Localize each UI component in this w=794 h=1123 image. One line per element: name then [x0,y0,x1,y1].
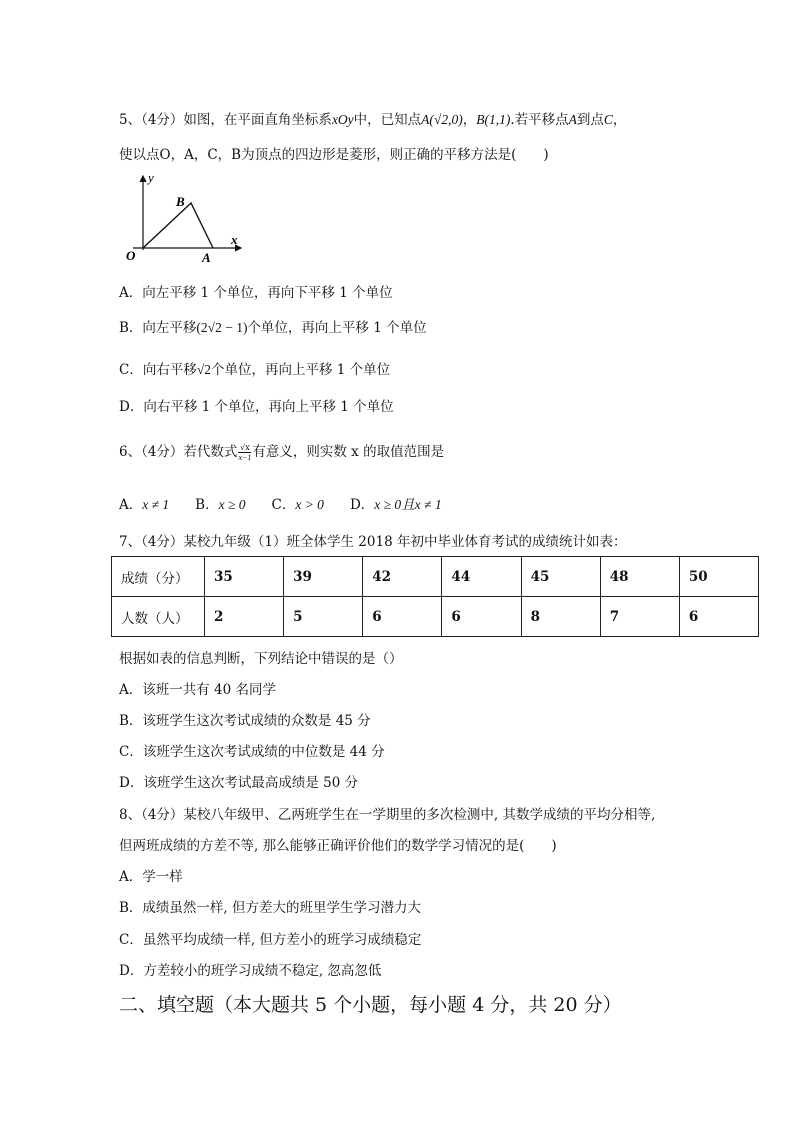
label-x: x [231,232,238,247]
q5-letter-c: C [603,112,613,127]
q6-text-pre: 6、（4分）若代数式 [119,444,238,460]
table-cell: 42 [363,557,442,597]
q6-fraction [238,443,251,462]
q6-option-b: B．x ≥ 0 [195,497,246,513]
q5-text-post: .若平移点 [510,112,569,128]
q5-option-b-post: 个单位，再向上平移 1 个单位 [247,320,427,336]
q6-option-c: C．x > 0 [271,497,324,513]
q5-option-a: A．向左平移 1 个单位，再向下平移 1 个单位 [119,285,393,301]
q5-option-b [119,316,427,336]
q6-numerator: √x [240,443,250,452]
q6-option-a: A．x ≠ 1 [119,497,170,513]
table-cell: 48 [600,557,679,597]
table-cell: 6 [679,597,758,637]
q6-options [119,493,468,513]
table-cell: 7 [600,597,679,637]
q5-point-a: A(√2,0) [421,112,463,127]
q5-comma: ， [462,112,477,128]
q8-option-c: C．虽然平均成绩一样, 但方差小的班学习成绩稳定 [119,932,422,948]
q7-stem: 7、（4分）某校九年级（1）班全体学生 2018 年初中毕业体育考试的成绩统计如表： [119,534,627,550]
q5-option-b-math: (2√2 − 1) [196,320,248,335]
q5-tail: ， [612,112,627,128]
q5-option-c-pre: C．向右平移 [119,362,197,378]
table-cell: 44 [442,557,521,597]
table-header-score: 成绩（分） [112,557,205,597]
q5-coordinate-figure [119,168,249,268]
q7-option-b: B．该班学生这次考试成绩的众数是 45 分 [119,713,371,729]
q6-option-d: D．x ≥ 0且x ≠ 1 [349,497,442,513]
q8-option-d: D．方差较小的班学习成绩不稳定, 忽高忽低 [119,963,382,979]
table-cell: 6 [363,597,442,637]
label-y: y [148,170,154,185]
q8-stem-line1: 8、（4分）某校八年级甲、乙两班学生在一学期里的多次检测中, 其数学成绩的平均分相等, [119,807,656,823]
q5-coordinate-system: xOy [331,112,354,127]
q5-stem-line1 [119,108,626,128]
table-header-count: 人数（人） [112,597,205,637]
table-cell: 35 [205,557,284,597]
q7-option-a: A．该班一共有 40 名同学 [119,682,277,698]
q5-option-c [119,358,390,378]
table-cell: 45 [521,557,600,597]
q6-denominator: x−1 [238,453,252,462]
q5-text-to: 到点 [576,112,604,128]
label-b: B [176,194,185,209]
table-cell: 39 [284,557,363,597]
table-cell: 8 [521,597,600,637]
q5-text: 5、（4分）如图，在平面直角坐标系 [119,112,332,128]
table-row-scores [112,557,759,597]
q5-option-d: D．向右平移 1 个单位，再向上平移 1 个单位 [119,399,394,415]
q7-option-c: C．该班学生这次考试成绩的中位数是 44 分 [119,744,385,760]
table-cell: 5 [284,597,363,637]
q8-option-b: B．成绩虽然一样, 但方差大的班里学生学习潜力大 [119,900,422,916]
table-cell: 2 [205,597,284,637]
q6-stem [119,440,444,462]
q5-option-c-math: √2 [196,362,212,377]
q5-text-mid: 中，已知点 [353,112,422,128]
label-o: O [126,248,136,263]
q8-stem-line2: 但两班成绩的方差不等, 那么能够正确评价他们的数学学习情况的是( ) [119,838,557,854]
triangle-obo [143,203,213,248]
q5-option-b-pre: B．向左平移 [119,320,197,336]
q5-stem-line2: 使以点O，A，C，B为顶点的四边形是菱形，则正确的平移方法是( ) [119,147,549,163]
q5-letter-a: A [568,112,577,127]
table-row-counts [112,597,759,637]
q5-point-b: B(1,1) [476,112,511,127]
score-table [111,556,759,637]
q7-question: 根据如表的信息判断，下列结论中错误的是（） [119,651,403,667]
q8-option-a: A．学一样 [119,869,183,885]
q7-option-d: D．该班学生这次考试最高成绩是 50 分 [119,775,359,791]
q5-option-c-post: 个单位，再向上平移 1 个单位 [211,362,391,378]
label-a: A [202,250,211,265]
table-cell: 50 [679,557,758,597]
section-title-fill-in: 二、填空题（本大题共 5 个小题，每小题 4 分，共 20 分） [119,994,622,1016]
table-cell: 6 [442,597,521,637]
q6-text-post: 有意义，则实数 x 的取值范围是 [252,444,445,460]
